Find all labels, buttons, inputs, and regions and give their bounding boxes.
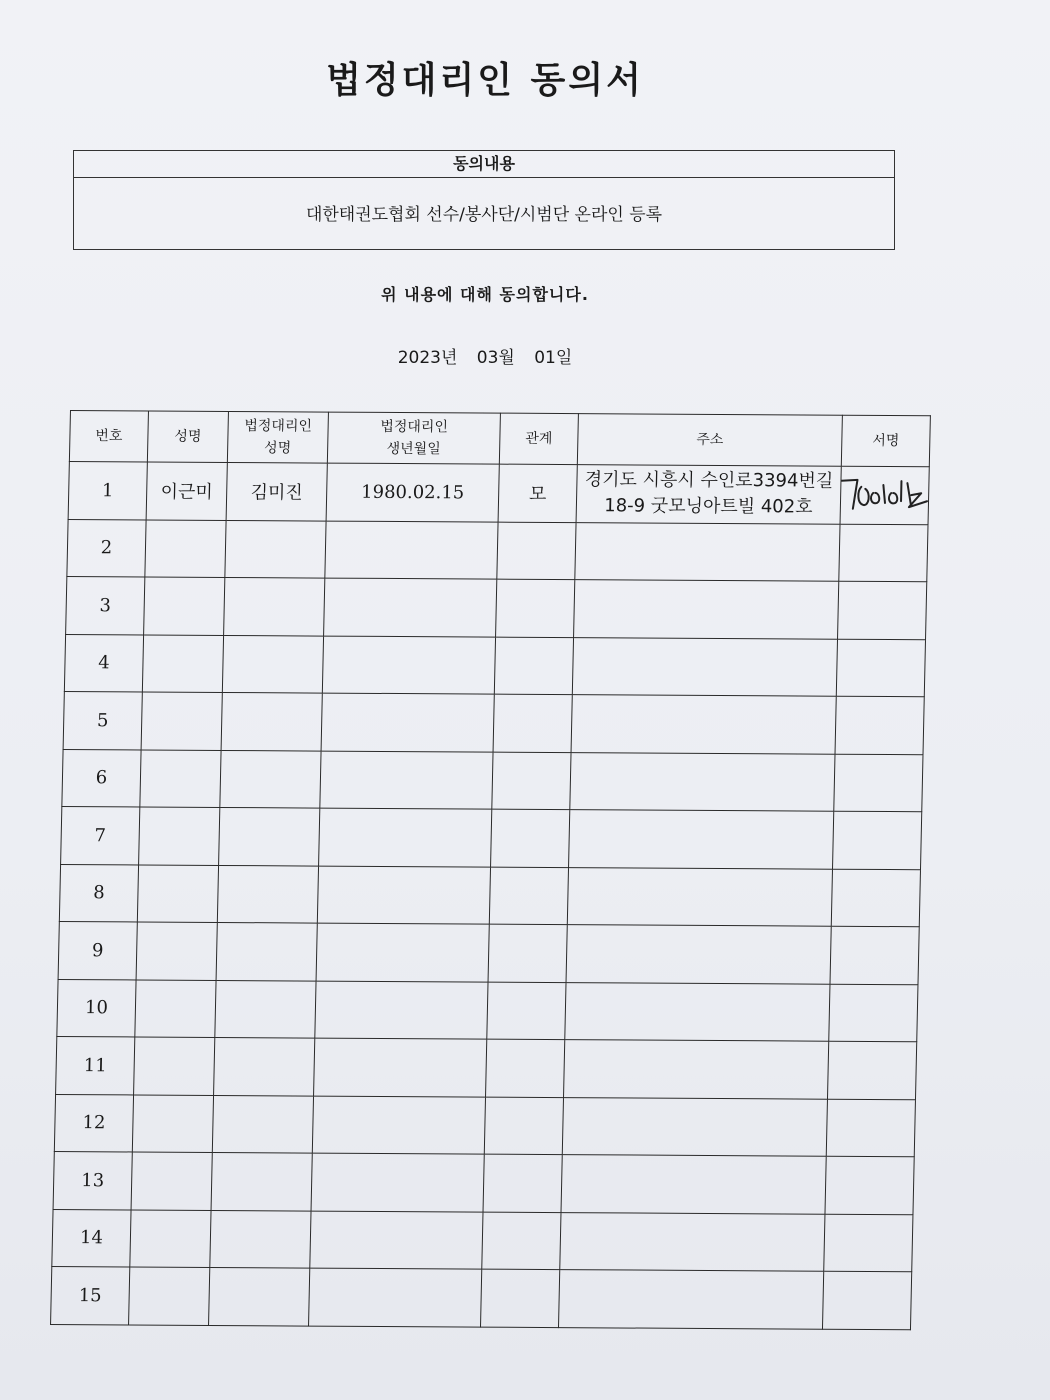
row-address [576, 465, 841, 524]
row-no: 6 [62, 749, 141, 807]
row-no: 7 [61, 806, 140, 864]
table-row [51, 1266, 912, 1329]
agreement-statement: 위 내용에 대해 동의합니다. [381, 285, 589, 304]
consent-content: 대한태권도협회 선수/봉사단/시범단 온라인 등록 [305, 205, 663, 225]
table-row [52, 1209, 913, 1272]
header-guardian-birth-line2: 생년월일 [386, 440, 441, 458]
table-row [68, 462, 929, 525]
table-row [57, 979, 918, 1042]
document-title: 법정대리인 동의서 [326, 60, 644, 101]
table-row [64, 634, 925, 697]
row-guardian-name: 김미진 [226, 462, 327, 520]
row-no: 15 [51, 1266, 130, 1324]
header-guardian-birth [327, 412, 500, 464]
table-row [54, 1094, 915, 1157]
row-address-line2: 18-9 굿모닝아트빌 402호 [603, 495, 813, 518]
table-row [62, 749, 923, 812]
consent-date: 2023년 03월 01일 [397, 348, 573, 368]
row-no: 5 [63, 691, 142, 749]
table-row [58, 921, 919, 984]
header-guardian-birth-line1: 법정대리인 [380, 418, 449, 436]
header-guardian-name [227, 411, 328, 463]
table-row [53, 1151, 914, 1214]
row-no: 1 [68, 462, 147, 520]
consent-box [73, 150, 895, 250]
row-no: 12 [54, 1094, 133, 1152]
header-relation: 관계 [499, 413, 578, 464]
table-row [59, 864, 920, 927]
row-address-line1: 경기도 시흥시 수인로3394번길 [584, 469, 834, 492]
table-row [61, 806, 922, 869]
row-no: 10 [57, 979, 136, 1037]
row-name: 이근미 [146, 462, 227, 520]
row-no: 4 [64, 634, 143, 692]
row-no: 9 [58, 921, 137, 979]
table-row [67, 519, 928, 582]
header-address: 주소 [577, 414, 842, 467]
handwritten-signature [840, 471, 929, 518]
row-guardian-birth: 1980.02.15 [326, 463, 499, 522]
table-row [56, 1036, 917, 1099]
table-header-row [69, 411, 930, 467]
table-row [63, 691, 924, 754]
table-row [66, 576, 927, 639]
header-no: 번호 [69, 411, 148, 462]
header-signature: 서명 [841, 415, 930, 467]
row-signature [840, 466, 929, 524]
consent-header: 동의내용 [74, 151, 894, 178]
header-guardian-name-line2: 성명 [263, 440, 292, 457]
row-no: 11 [56, 1036, 135, 1094]
row-no: 13 [53, 1151, 132, 1209]
row-no: 3 [66, 576, 145, 634]
guardian-table [50, 410, 931, 1330]
header-name: 성명 [147, 411, 228, 462]
row-relation: 모 [498, 464, 577, 522]
header-guardian-name-line1: 법정대리인 [244, 418, 313, 435]
row-no: 2 [67, 519, 146, 577]
row-no: 8 [59, 864, 138, 922]
row-no: 14 [52, 1209, 131, 1267]
